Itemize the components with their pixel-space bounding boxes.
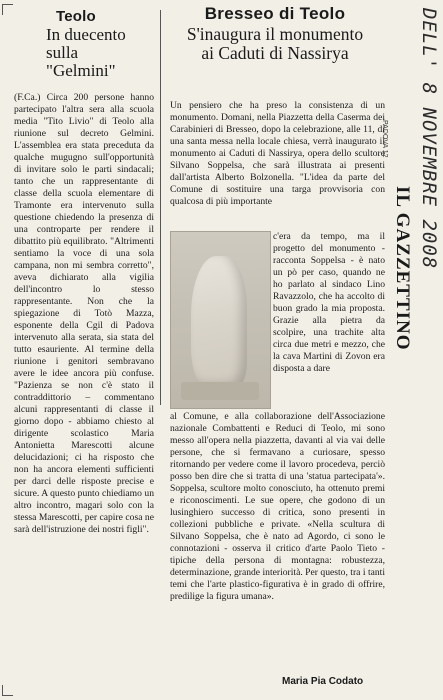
monument-photo [170,231,271,409]
monument-base [181,382,259,400]
left-article-body: (F.Ca.) Circa 200 persone hanno partecipato l'altra sera alla scuola media "Tito Livio" di Teolo alla riunione sul decreto Gelmini. L'assemblea era stata preceduta da qualche mugugno sull'opportunità di invitare solo le parti sindacali; tanto che un rappresentante di classe della scuola elementare di Tramonte era intervenuto sulla questione chiedendo la presenza di una controparte per rendere il dibattito più equilibrato. "Altrimenti sentiamo la voce di una sola campana, non mi sembra corretto", aveva dichiarato alla vigilia dell'incontro lo stesso rappresentante. Non che la spiegazione di Totò Mazza, esponente della Cgil di Padova intervenuto alla serata, sia stata del tutto esauriente. Al termine della riunione i genitori sembravano avere le idee ancora più confuse. "Pazienza se non c'è stato il contraddittorio – commentano alcuni rappresentanti di classe il giorno dopo - abbiamo chiesto al dirigente scolastico Maria Antonietta Marescotti alcune delucidazioni; ci ha risposto che non ha ancora elementi sufficienti per darci delle risposte precise e sicure. A questo punto chiediamo un altro incontro, magari solo con la stessa Marescotti, per capire cosa ne sarà dell'istruzione dei nostri figli". [14,92,154,535]
crop-mark [2,685,13,696]
right-title [170,25,380,63]
right-headline [170,4,380,63]
newspaper-name: IL GAZZETTINO [392,186,413,351]
left-topic: Teolo [56,8,96,25]
right-article-wrap-text: c'era da tempo, ma il progetto del monumento - racconta Soppelsa - è nato un pò per caso, quando ne ho parlato al sindaco Lino Ravazzolo, che ha accolto di buon grado la mia proposta. Grazie alla pietra da scolpire, una trachite alta circa due metri e mezzo, che la cava Martini di Zovon era disposta a dare [273,231,385,374]
edition-label: PADOVA 12 [381,120,388,158]
handwritten-date: DELL' 8 NOVEMBRE 2008 [418,8,440,270]
author-byline: Maria Pia Codato [282,676,364,687]
left-title-line: In duecento [46,25,126,44]
left-headline [6,8,146,80]
left-title [46,26,146,80]
right-article-body: al Comune, e alla collaborazione dell'Associazione nazionale Combattenti e Reduci di Teolo, mi sono messo all'opera nella piazzetta, davanti al via vai delle persone, che si fermavano a curiosare, spesso ritornando per vedere come il lavoro procedeva, perciò posso ben dire che si tratta di una 'statua partecipata'». Soppelsa, scultore molto conosciuto, ha ottenuto premi e riconoscimenti. Le sue opere, che godono di un lusinghiero successo di critica, sono presenti in collezioni pubbliche e private. «Nella scultura di Silvano Soppelsa, che è nato ad Agordo, ci sono le connotazioni - osserva il critico d'arte Paolo Tieto - tipiche della persona di montagna: robustezza, determinazione, grande interiorità. Per questo, tra i tanti temi che l'arte plastico-figurativa è in grado di offrire, predilige la figura umana». [170,411,385,602]
left-title-line: sulla "Gelmini" [46,43,116,80]
right-title-line: S'inaugura il monumento [186,24,364,44]
column-divider [160,10,161,405]
right-topic: Bresseo di Teolo [204,4,346,23]
monument-stone [191,256,247,388]
right-article-intro: Un pensiero che ha preso la consistenza di un monumento. Domani, nella Piazzetta della Caserma dei Carabinieri di Bresseo, dopo la celebrazione, alle 11, di una santa messa nella locale chiesa, verrà inaugurato il monumento ai Caduti di Nassirya, opera dello scultore Silvano Soppelsa, che sarà illustrata ai presenti dall'artista Alberto Bolzonella. "L'idea da parte del Comune di sostituire una targa provvisoria con qualcosa di più importante [170,100,385,207]
right-title-line: ai Caduti di Nassirya [201,43,349,63]
